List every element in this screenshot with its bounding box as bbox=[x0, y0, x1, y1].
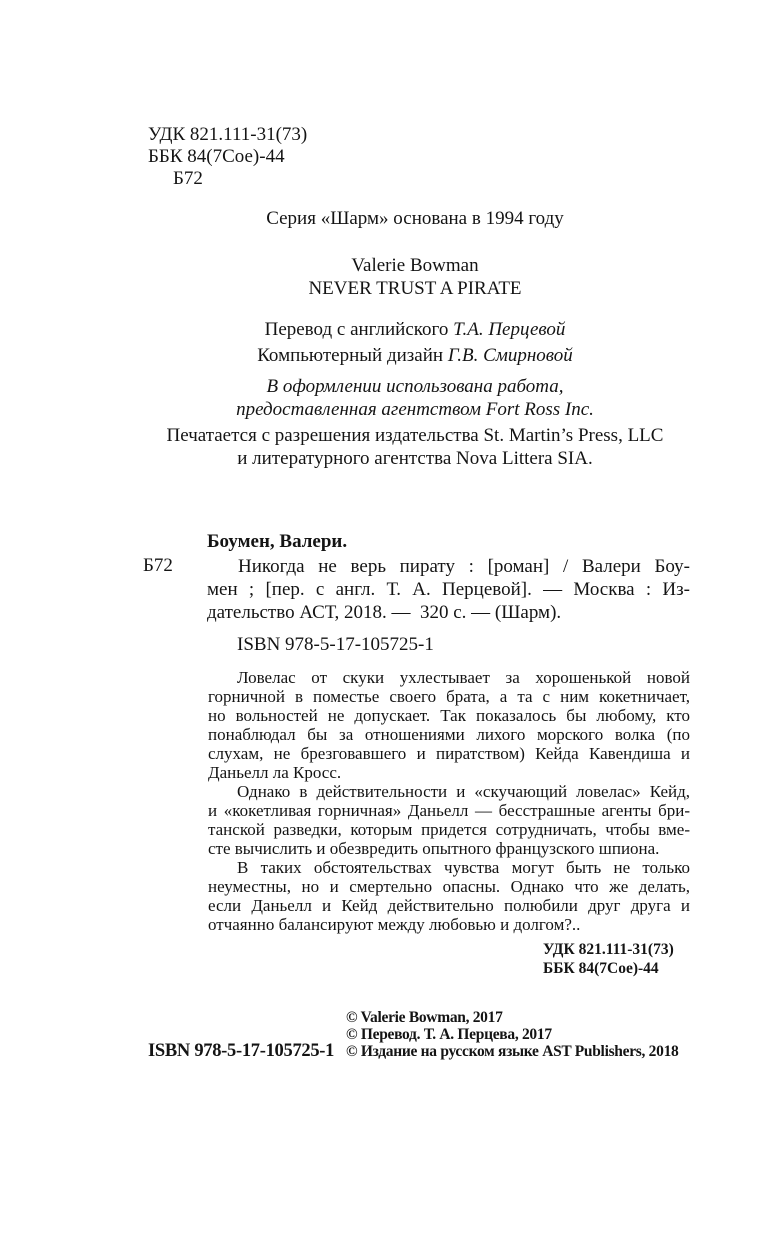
annotation-line: горничной в поместье своего брата, а та с ним кокетничает, bbox=[208, 687, 690, 706]
designer-name: Г.В. Смирновой bbox=[447, 345, 573, 366]
permission-note bbox=[140, 424, 690, 470]
translator-name: Т.А. Перцевой bbox=[453, 319, 566, 340]
copyright-line: © Перевод. Т. А. Перцева, 2017 bbox=[346, 1026, 552, 1044]
catalog-card-author-sign: Б72 bbox=[143, 555, 173, 576]
series-note: Серия «Шарм» основана в 1994 году bbox=[266, 208, 564, 229]
artwork-note-line: предоставленная агентством Fort Ross Inc. bbox=[236, 398, 594, 420]
catalog-card-isbn: ISBN 978-5-17-105725-1 bbox=[237, 634, 434, 655]
design-credit bbox=[140, 345, 690, 367]
translation-credit bbox=[140, 319, 690, 341]
original-title: NEVER TRUST A PIRATE bbox=[308, 278, 522, 299]
annotation-line: понаблюдал бы за отношениями лихого морского волка (по bbox=[208, 725, 690, 744]
copyright-line: © Издание на русском языке AST Publishers, 2018 bbox=[346, 1043, 679, 1061]
isbn-number: ISBN 978-5-17-105725-1 bbox=[148, 1041, 335, 1061]
catalog-card-entry-line: мен ; [пер. с англ. Т. А. Перцевой]. — Москва : Из- bbox=[207, 579, 690, 600]
annotation-line: отчаянно балансируют между любовью и долгом?.. bbox=[208, 915, 581, 934]
artwork-note-line: В оформлении использована работа, bbox=[266, 376, 564, 397]
annotation-line: если Даньелл и Кейд действительно полюбили друг друга и bbox=[208, 896, 690, 915]
annotation-line: Даньелл ла Кросс. bbox=[208, 763, 342, 782]
annotation-line: сте вычислить и обезвредить опытного французского шпиона. bbox=[208, 839, 660, 858]
author-sign-code: Б72 bbox=[173, 168, 203, 189]
copyright-line: © Valerie Bowman, 2017 bbox=[346, 1009, 503, 1026]
udk-code: УДК 821.111-31(73) bbox=[148, 124, 308, 145]
permission-note-line: Печатается с разрешения издательства St. Martin’s Press, LLC bbox=[166, 425, 664, 446]
annotation-line: и «кокетливая горничная» Даньелл — бесстрашные агенты бри- bbox=[208, 801, 690, 820]
bottom-classification-codes bbox=[543, 940, 674, 978]
artwork-note bbox=[140, 376, 690, 421]
annotation bbox=[208, 668, 690, 934]
bbk-code: ББК 84(7Сое)-44 bbox=[543, 960, 659, 977]
bbk-code: ББК 84(7Сое)-44 bbox=[148, 146, 285, 167]
annotation-line: Ловелас от скуки ухлестывает за хорошенькой новой bbox=[237, 668, 690, 687]
permission-note-line: и литературного агентства Nova Littera SIA. bbox=[237, 448, 593, 469]
annotation-line: В таких обстоятельствах чувства могут быть не только bbox=[237, 858, 690, 877]
top-classification-codes bbox=[148, 124, 307, 190]
design-credit-prefix: Компьютерный дизайн bbox=[257, 345, 448, 366]
annotation-line: Однако в действительности и «скучающий ловелас» Кейд, bbox=[237, 782, 690, 801]
udk-code: УДК 821.111-31(73) bbox=[543, 941, 674, 958]
annotation-line: слухам, не брезговавшего и пиратством) Кейда Кавендиша и bbox=[208, 744, 690, 763]
annotation-line: но вольностей не допускает. Так показалось бы любому, кто bbox=[208, 706, 690, 725]
original-title-block bbox=[140, 254, 690, 300]
catalog-card-author: Боумен, Валери. bbox=[207, 531, 348, 552]
copyright-block bbox=[346, 1009, 678, 1061]
catalog-card-entry-line: дательство АСТ, 2018. — 320 с. — (Шарм). bbox=[207, 602, 562, 623]
original-author: Valerie Bowman bbox=[351, 255, 479, 276]
catalog-card-entry bbox=[207, 555, 690, 624]
catalog-card-entry-line: Никогда не верь пирату : [роман] / Валери Боу- bbox=[238, 556, 690, 577]
annotation-line: танской разведки, которым придется сотрудничать, чтобы вме- bbox=[208, 820, 690, 839]
translation-credit-prefix: Перевод с английского bbox=[264, 319, 454, 340]
annotation-line: неуместны, но и смертельно опасны. Однако что же делать, bbox=[208, 877, 690, 896]
